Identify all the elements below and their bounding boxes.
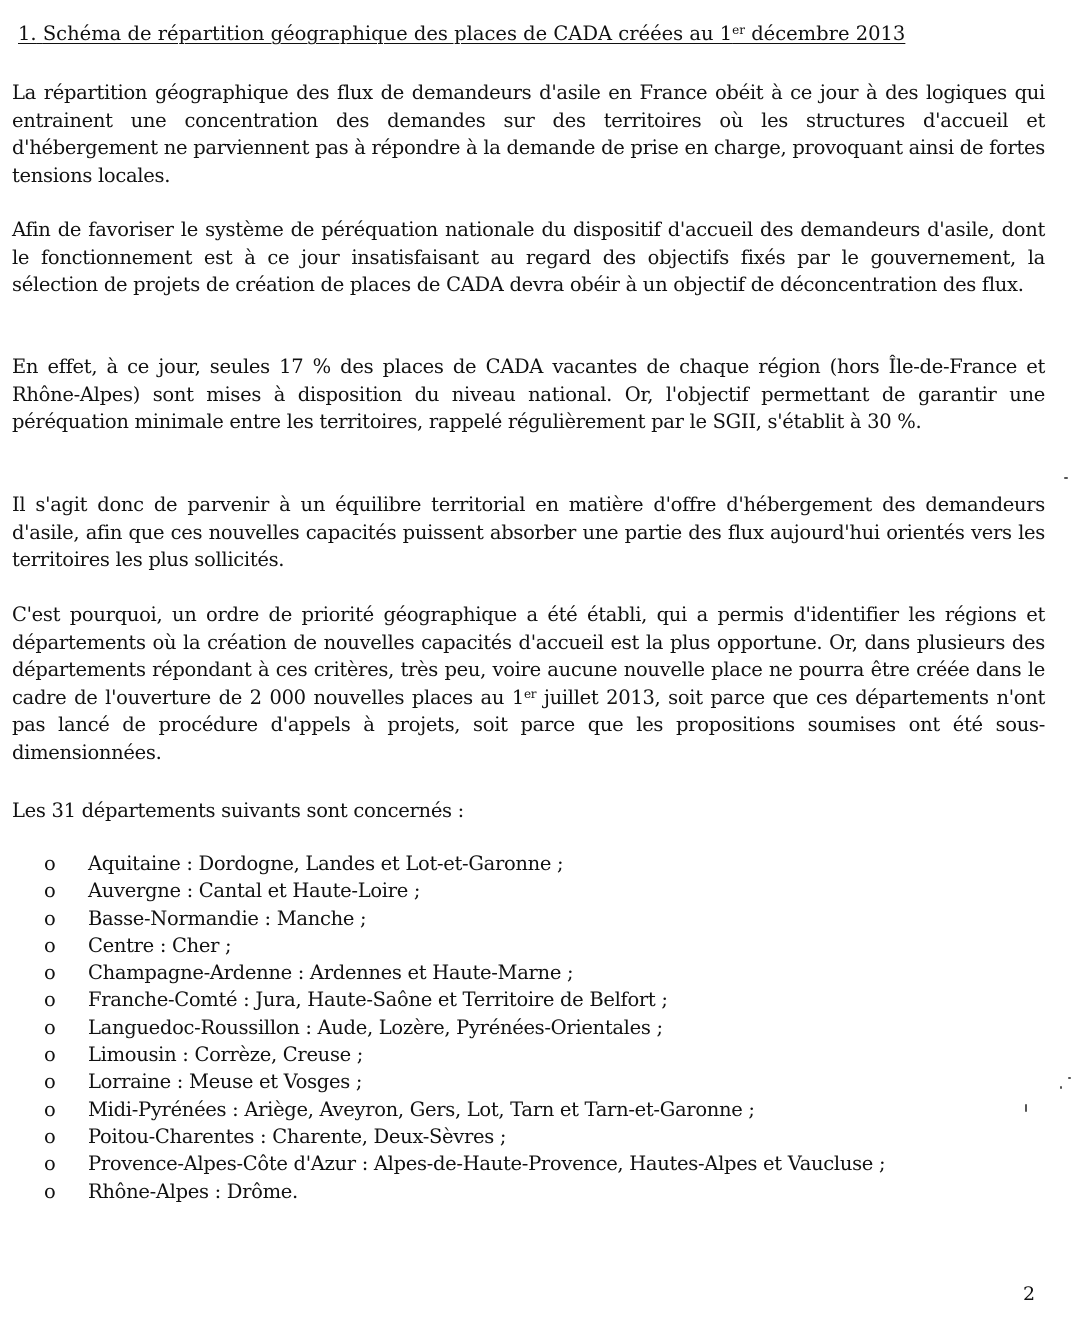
bullet-marker: o: [44, 852, 56, 875]
paragraph-flux-repartition: La répartition géographique des flux de demandeurs d'asile en France obéit à ce jour à des logiques qui entrainent une concentration des demandes sur des territoires où les structures d'accueil et d'hébergement ne parviennent pas à répondre à la demande de prise en charge, provoquant ainsi de fortes tensions locales.: [12, 81, 1045, 187]
scan-speck: [1064, 477, 1068, 479]
list-item-text: Champagne-Ardenne : Ardennes et Haute-Marne ;: [88, 961, 574, 985]
departements-list: [44, 850, 885, 1205]
list-item: [44, 877, 885, 904]
list-item-text: Languedoc-Roussillon : Aude, Lozère, Pyrénées-Orientales ;: [88, 1015, 663, 1039]
list-item: [44, 1041, 885, 1068]
bullet-marker: o: [44, 961, 56, 985]
list-item-text: Centre : Cher ;: [88, 933, 232, 957]
list-item-text: Poitou-Charentes : Charente, Deux-Sèvres ;: [88, 1124, 507, 1148]
bullet-marker: o: [44, 1043, 56, 1067]
page-number: 2: [1023, 1283, 1036, 1305]
list-item: [44, 986, 885, 1013]
scan-speck: [1025, 1104, 1027, 1112]
list-item: [44, 1150, 885, 1177]
section-title: Schéma de répartition géographique des places de CADA créées au 1: [42, 22, 733, 45]
list-item-text: Basse-Normandie : Manche ;: [88, 906, 367, 930]
list-item-text: Rhône-Alpes : Drôme.: [88, 1179, 298, 1203]
bullet-marker: o: [44, 988, 56, 1012]
bullet-marker: o: [44, 1070, 56, 1094]
section-title-superscript: er: [732, 23, 745, 37]
list-item-text: Aquitaine : Dordogne, Landes et Lot-et-Garonne ;: [88, 852, 564, 875]
bullet-marker: o: [44, 1015, 56, 1039]
paragraph-ordre-priorite-superscript: er: [523, 686, 537, 701]
section-heading: [18, 22, 1058, 45]
paragraph-places-vacantes: En effet, à ce jour, seules 17 % des places de CADA vacantes de chaque région (hors Île-de-France et Rhône-Alpes) sont mises à disposition du niveau national. Or, l'objectif permettant de garantir une péréquation minimale entre les territoires, rappelé régulièrement par le SGII, s'établit à 30 %.: [12, 355, 1045, 433]
bullet-marker: o: [44, 906, 56, 930]
list-item: [44, 1096, 885, 1123]
list-item: [44, 932, 885, 959]
bullet-marker: o: [44, 1179, 56, 1203]
bullet-marker: o: [44, 1097, 56, 1121]
list-item: [44, 1123, 885, 1150]
list-item-text: Provence-Alpes-Côte d'Azur : Alpes-de-Haute-Provence, Hautes-Alpes et Vaucluse ;: [88, 1152, 886, 1176]
bullet-marker: o: [44, 1124, 56, 1148]
section-number: 1.: [18, 22, 37, 45]
bullet-marker: o: [44, 933, 56, 957]
list-item-text: Limousin : Corrèze, Creuse ;: [88, 1043, 364, 1067]
bullet-marker: o: [44, 1152, 56, 1176]
list-item-text: Auvergne : Cantal et Haute-Loire ;: [88, 879, 421, 903]
paragraph-equilibre-territorial: Il s'agit donc de parvenir à un équilibre territorial en matière d'offre d'hébergement des demandeurs d'asile, afin que ces nouvelles capacités puissent absorber une partie des flux aujourd'hui orientés vers les territoires les plus sollicités.: [12, 493, 1045, 571]
list-item: [44, 1014, 885, 1041]
list-item: [44, 1178, 885, 1205]
section-title-end: décembre 2013: [745, 22, 906, 45]
list-item: [44, 959, 885, 986]
paragraph-ordre-priorite: [12, 601, 1045, 766]
list-item-text: Midi-Pyrénées : Ariège, Aveyron, Gers, Lot, Tarn et Tarn-et-Garonne ;: [88, 1097, 755, 1121]
list-item: [44, 850, 885, 877]
bullet-marker: o: [44, 879, 56, 903]
paragraph-perequation: Afin de favoriser le système de péréquation nationale du dispositif d'accueil des demandeurs d'asile, dont le fonctionnement est à ce jour insatisfaisant au regard des objectifs fixés par le gouvernement, la sélection de projets de création de places de CADA devra obéir à un objectif de déconcentration des flux.: [12, 218, 1045, 296]
list-item: [44, 905, 885, 932]
list-item-text: Lorraine : Meuse et Vosges ;: [88, 1070, 363, 1094]
scan-speck: [1068, 1077, 1071, 1079]
list-item-text: Franche-Comté : Jura, Haute-Saône et Territoire de Belfort ;: [88, 988, 668, 1012]
scan-speck: [1060, 1086, 1062, 1089]
paragraph-ordre-priorite-start: C'est pourquoi, un ordre de priorité géographique a été établi, qui a permis d'identifier les régions et départements où la création de nouvelles capacités d'accueil est la plus opportune. Or, dans plusieurs des départements répondant à ces critères, très peu, voire aucune nouvelle place ne pourra être créée dans le cadre de l'ouverture de 2 000 nouvelles places au 1: [12, 603, 1045, 709]
list-item: [44, 1068, 885, 1095]
paragraph-departements-intro: Les 31 départements suivants sont concernés :: [12, 799, 464, 822]
paragraph-ordre-priorite-end: juillet 2013, soit parce que ces départements n'ont pas lancé de procédure d'appels à projets, soit parce que les propositions soumises ont été sous-dimensionnées.: [12, 685, 1045, 764]
